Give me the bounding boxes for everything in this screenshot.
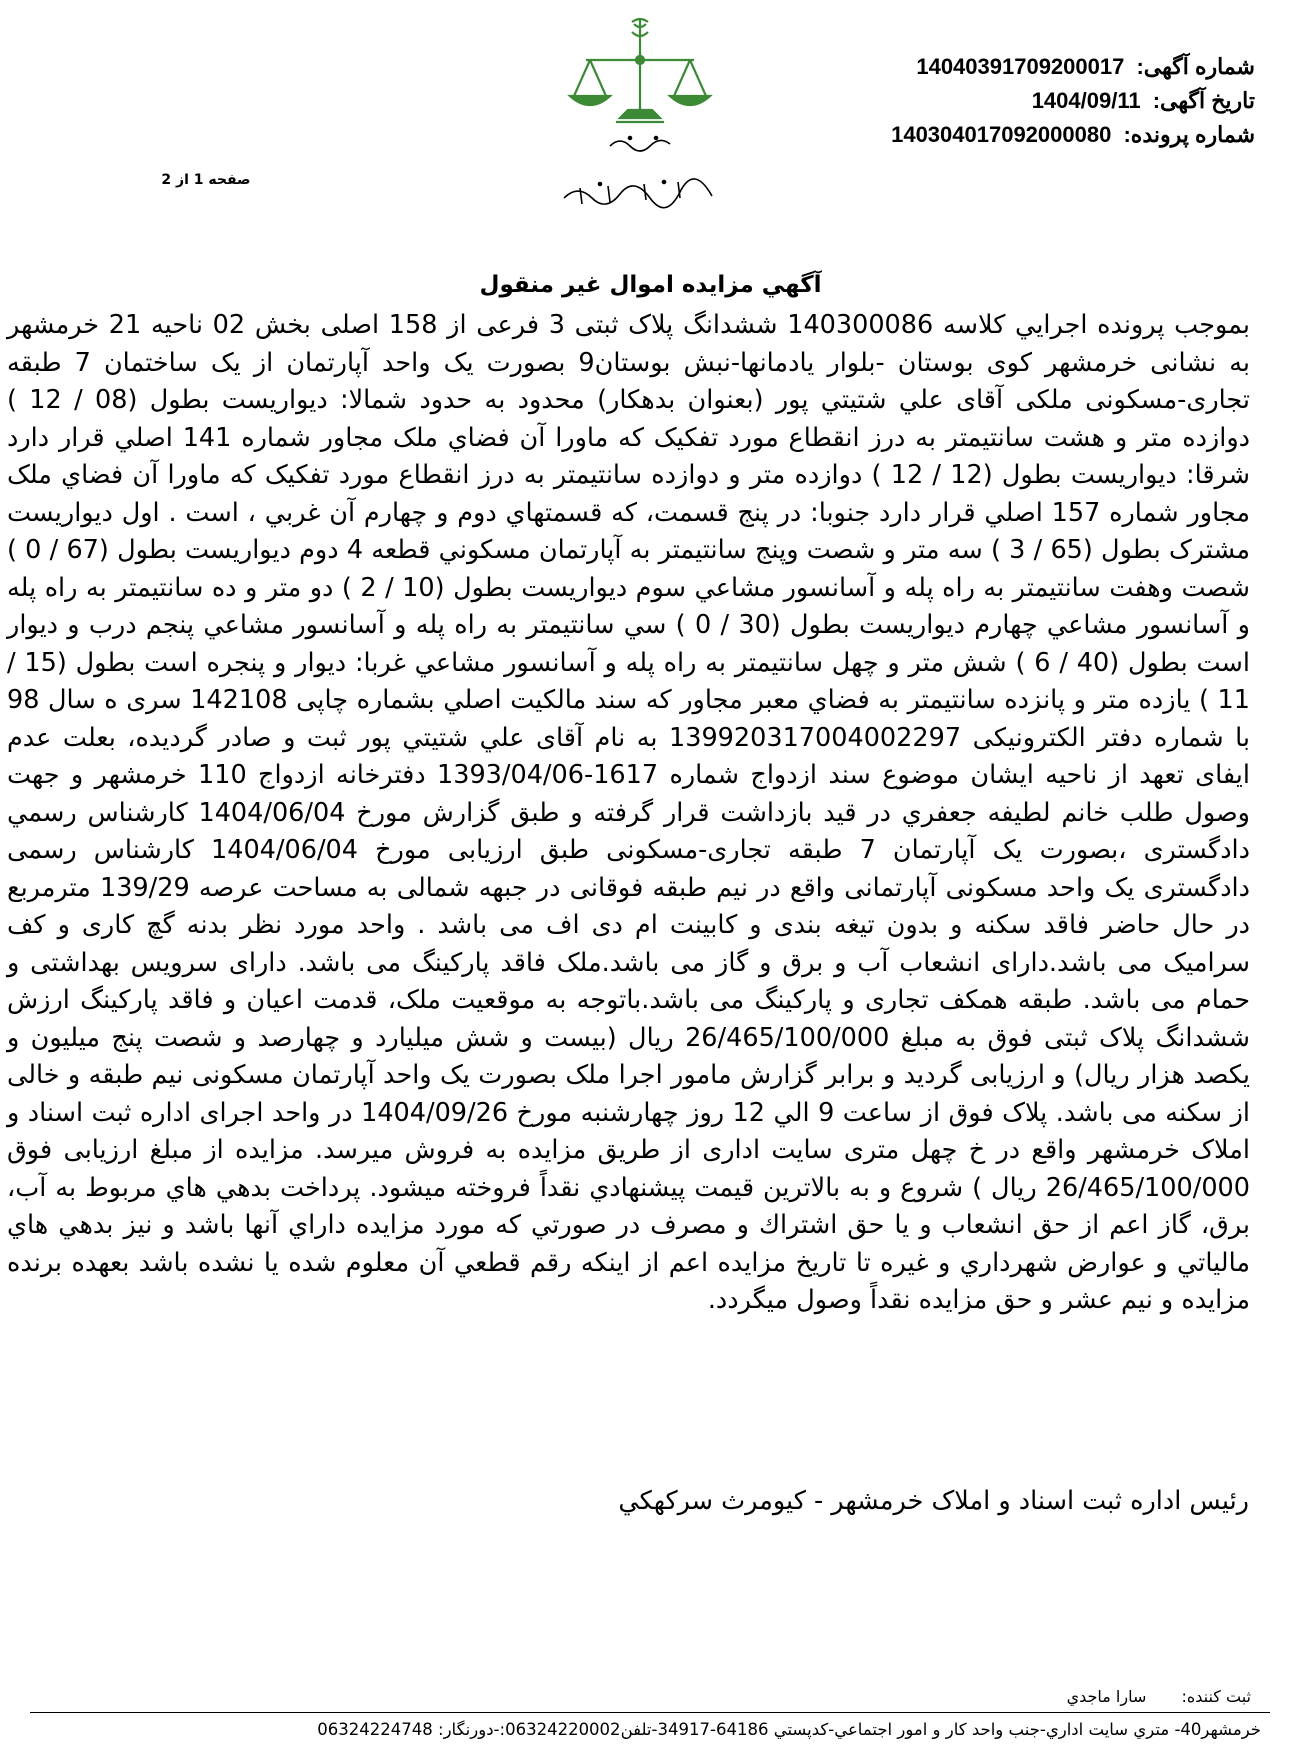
scales-of-justice-icon <box>560 14 720 224</box>
notice-date-row <box>795 84 1255 118</box>
auction-notice-body: بموجب پرونده اجرايي كلاسه 140300086 ششدانگ پلاک ثبتی 3 فرعی از 158 اصلی بخش 02 ناحيه 21 خرمشهر به نشانی خرمشهر كوی بوستان -بلوار يادمانها-نبش بوستان9 بصورت یک واحد آپارتمان از يک ساختمان 7 طبقه تجاری-مسكونی ملكی آقای علي شتيتي پور (بعنوان بدهكار) محدود به حدود شمالا: ديواريست بطول (08 / 12 ) دوازده متر و هشت سانتيمتر به درز انقطاع مورد تفكيک كه ماورا آن فضاي ملک مجاور شماره 141 اصلي قرار دارد شرقا: ديواريست بطول (12 / 12 ) دوازده متر و دوازده سانتيمتر به درز انقطاع مورد تفكيک كه ماورا آن فضاي ملک مجاور شماره 157 اصلي قرار دارد جنوبا: در پنج قسمت، كه قسمتهاي دوم و چهارم آن غربي ، است . اول ديواريست مشترک بطول (65 / 3 ) سه متر و شصت وپنج سانتيمتر به آپارتمان مسكوني قطعه 4 دوم ديواريست بطول (67 / 0 ) شصت وهفت سانتيمتر به راه پله و آسانسور مشاعي سوم ديواريست بطول (10 / 2 ) دو متر و ده سانتيمتر به راه پله و آسانسور مشاعي چهارم ديواريست بطول (30 / 0 ) سي سانتيمتر به راه پله و آسانسور مشاعي پنجم درب و ديوار است بطول (40 / 6 ) شش متر و چهل سانتيمتر به راه پله و آسانسور مشاعي غربا: ديوار و پنجره است بطول (15 / 11 ) يازده متر و پانزده سانتيمتر به فضاي معبر مجاور كه سند مالكيت اصلي بشماره چاپی 142108 سری ه سال 98 با شماره دفتر الكترونيكی 139920317004002297 به نام آقای علي شتيتي پور ثبت و صادر گرديده، بعلت عدم ايفای تعهد از ناحيه ايشان موضوع سند ازدواج شماره 1617-1393/04/06 دفترخانه ازدواج 110 خرمشهر و جهت وصول طلب خانم لطيفه جعفري در قيد بازداشت قرار گرفته و طبق گزارش مورخ 1404/06/04 كارشناس رسمي دادگستری ،بصورت یک آپارتمان 7 طبقه تجاری-مسکونی طبق ارزيابی مورخ 1404/06/04 كارشناس رسمی دادگستری یک واحد مسکونی آپارتمانی واقع در نیم طبقه فوقانی در جبهه شمالی به مساحت عرصه 139/29 مترمربع در حال حاضر فاقد سکنه و بدون تیغه بندی و کابینت ام دی اف می باشد . واحد مورد نظر بدنه گچ کاری و کف سرامیک می باشد.دارای انشعاب آب و برق و گاز می باشد.ملک فاقد پارکینگ می باشد. دارای سرویس بهداشتی و حمام می باشد. طبقه همکف تجاری و پارکینگ می باشد.باتوجه به موقعیت ملک، قدمت اعیان و فاقد پارکینگ ارزش ششدانگ پلاک ثبتی فوق به مبلغ 26/465/100/000 ریال (بیست و شش میلیارد و چهارصد و شصت پنج میلیون و یکصد هزار ریال) و ارزیابی گردید و برابر گزارش مامور اجرا ملک بصورت یک واحد آپارتمان مسکونی نیم طبقه و خالی از سکنه می باشد. پلاک فوق از ساعت 9 الي 12 روز چهارشنبه مورخ 1404/09/26 در واحد اجرای اداره ثبت اسناد و املاک خرمشهر واقع در خ چهل متری سایت اداری از طريق مزايده به فروش ميرسد. مزايده از مبلغ ارزيابی فوق 26/465/100/000 ريال ) شروع و به بالاترين قيمت پيشنهادي نقداً فروخته ميشود. پرداخت بدهي هاي مربوط به آب، برق، گاز اعم از حق انشعاب و يا حق اشتراك و مصرف در صورتي كه مورد مزايده داراي آنها باشد و نيز بدهي هاي مالياتي و عوارض شهرداري و غيره تا تاريخ مزايده اعم از اينكه رقم قطعي آن معلوم شده يا نشده باشد بعهده برنده مزايده و نيم عشر و حق مزايده نقداً وصول ميگردد. <box>7 310 1251 1315</box>
registrar-line <box>851 1686 1251 1708</box>
registrar-label: ثبت کننده: <box>1181 1687 1251 1706</box>
registrar-name: سارا ماجدي <box>1066 1687 1147 1706</box>
notice-number-label: شماره آگهی: <box>1136 54 1255 79</box>
document-title: آگهي مزايده اموال غير منقول <box>479 272 822 298</box>
notice-date-value: 1404/09/11 <box>1031 88 1141 113</box>
emblem-calligraphy <box>564 137 712 208</box>
notice-number-value: 14040391709200017 <box>916 54 1125 79</box>
judiciary-emblem <box>560 14 720 224</box>
footer-divider <box>30 1712 1270 1713</box>
page-indicator: صفحه 1 از 2 <box>161 172 251 188</box>
notice-date-label: تاریخ آگهی: <box>1152 88 1255 113</box>
notice-number-row <box>795 50 1255 84</box>
file-number-label: شماره پرونده: <box>1123 122 1255 147</box>
notice-meta <box>795 50 1255 152</box>
footer-address: خرمشهر40- متري سايت اداري-جنب واحد كار و امور اجتماعي-كدپستي 64186-34917-تلفن06324220002:-دورنگار: 06324224748 <box>317 1720 1261 1739</box>
signature-line: رئيس اداره ثبت اسناد و املاک خرمشهر - کیومرث سرکهکي <box>618 1486 1249 1516</box>
file-number-value: 140304017092000080 <box>891 122 1112 147</box>
file-number-row <box>795 118 1255 152</box>
